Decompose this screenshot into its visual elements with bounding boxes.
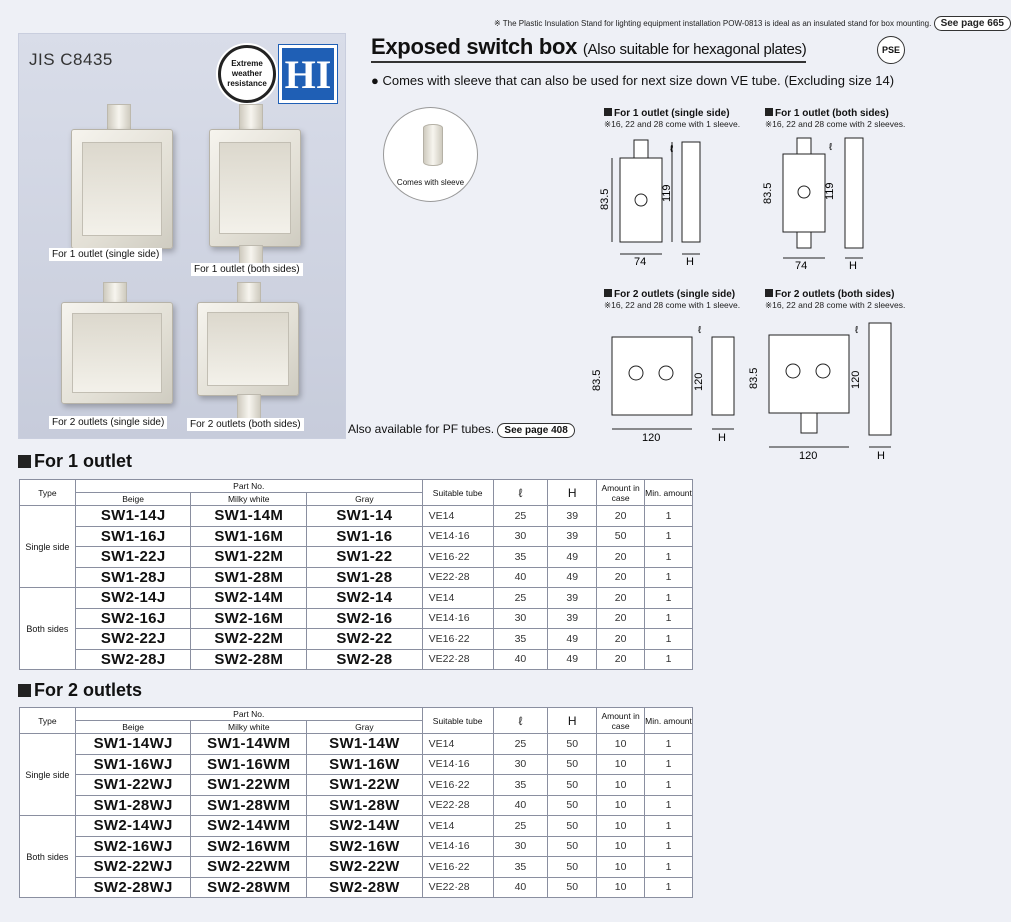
amount-in-case: 20 [597, 547, 645, 568]
amount-in-case: 10 [597, 734, 645, 755]
table-row [20, 836, 693, 857]
min-amount: 1 [645, 547, 693, 568]
th-min: Min. amount [645, 708, 693, 734]
title-sub: (Also suitable for hexagonal plates) [582, 41, 807, 58]
l-value: 35 [493, 775, 548, 796]
th-beige: Beige [75, 493, 191, 506]
table-row [20, 506, 693, 527]
section-square-icon [18, 455, 31, 468]
gray-part-no: SW1-22W [307, 775, 423, 796]
amount-in-case: 20 [597, 649, 645, 670]
gray-part-no: SW1-28W [307, 795, 423, 816]
diagram-1-h1: 83.5 [599, 188, 611, 210]
l-value: 35 [493, 547, 548, 568]
gray-part-no: SW1-22 [307, 547, 423, 568]
h-value: 50 [548, 857, 597, 878]
amount-in-case: 10 [597, 877, 645, 898]
h-value: 50 [548, 816, 597, 837]
gray-part-no: SW1-28 [307, 567, 423, 588]
diagram-2-outlets-both [748, 289, 906, 462]
min-amount: 1 [645, 588, 693, 609]
th-milky: Milky white [191, 721, 307, 734]
diagram-1-h2: 119 [661, 184, 673, 202]
th-l: ℓ [493, 480, 548, 506]
diagram-1-w: 74 [634, 256, 647, 268]
th-type: Type [20, 708, 76, 734]
table-row [20, 775, 693, 796]
milky-part-no: SW2-16WM [191, 836, 307, 857]
diagram-4-l: ℓ [855, 325, 859, 336]
gray-part-no: SW1-16 [307, 526, 423, 547]
diagram-1-outlet-single [599, 108, 741, 268]
milky-part-no: SW1-14M [191, 506, 307, 527]
section-2-outlets [18, 680, 142, 701]
th-milky: Milky white [191, 493, 307, 506]
min-amount: 1 [645, 608, 693, 629]
type-cell: Single side [20, 734, 76, 816]
th-tube: Suitable tube [422, 708, 493, 734]
amount-in-case: 20 [597, 608, 645, 629]
beige-part-no: SW1-16J [75, 526, 191, 547]
table-row [20, 567, 693, 588]
amount-in-case: 10 [597, 775, 645, 796]
milky-part-no: SW2-22WM [191, 857, 307, 878]
diagram-1-outlet-both [762, 108, 906, 272]
see-page-665-link[interactable]: See page 665 [934, 16, 1011, 31]
l-value: 25 [493, 734, 548, 755]
l-value: 25 [493, 506, 548, 527]
beige-part-no: SW1-28J [75, 567, 191, 588]
milky-part-no: SW1-16WM [191, 754, 307, 775]
suitable-tube: VE14 [422, 816, 493, 837]
h-value: 49 [548, 629, 597, 650]
milky-part-no: SW2-22M [191, 629, 307, 650]
diagram-2-h2: 119 [824, 182, 836, 200]
beige-part-no: SW2-22J [75, 629, 191, 650]
th-l: ℓ [493, 708, 548, 734]
th-tube: Suitable tube [422, 480, 493, 506]
table-row [20, 526, 693, 547]
l-value: 35 [493, 857, 548, 878]
diagram-3-H: H [718, 432, 726, 444]
th-part-no: Part No. [75, 480, 422, 493]
gray-part-no: SW1-14W [307, 734, 423, 755]
min-amount: 1 [645, 629, 693, 650]
min-amount: 1 [645, 506, 693, 527]
diagram-2-w: 74 [795, 260, 808, 272]
amount-in-case: 20 [597, 629, 645, 650]
suitable-tube: VE22·28 [422, 567, 493, 588]
diagram-2-H: H [849, 260, 857, 272]
milky-part-no: SW2-16M [191, 608, 307, 629]
l-value: 40 [493, 877, 548, 898]
milky-part-no: SW2-28M [191, 649, 307, 670]
amount-in-case: 10 [597, 857, 645, 878]
suitable-tube: VE14 [422, 506, 493, 527]
table-row [20, 588, 693, 609]
milky-part-no: SW1-14WM [191, 734, 307, 755]
box1-image [71, 129, 173, 249]
h-value: 39 [548, 588, 597, 609]
caption-1-outlet-single: For 1 outlet (single side) [49, 248, 162, 261]
beige-part-no: SW1-28WJ [75, 795, 191, 816]
milky-part-no: SW1-22M [191, 547, 307, 568]
gray-part-no: SW2-16W [307, 836, 423, 857]
h-value: 50 [548, 877, 597, 898]
diagram-3-l: ℓ [698, 325, 702, 336]
th-amount: Amount in case [597, 708, 645, 734]
gray-part-no: SW2-14W [307, 816, 423, 837]
gray-part-no: SW2-22 [307, 629, 423, 650]
h-value: 50 [548, 836, 597, 857]
diagram-1-title: For 1 outlet (single side) [604, 108, 740, 119]
milky-part-no: SW1-28M [191, 567, 307, 588]
suitable-tube: VE22·28 [422, 877, 493, 898]
h-value: 50 [548, 795, 597, 816]
box3-image [61, 302, 173, 404]
caption-2-outlets-both: For 2 outlets (both sides) [187, 418, 304, 431]
diagram-4-drawing [748, 313, 915, 463]
suitable-tube: VE14·16 [422, 754, 493, 775]
suitable-tube: VE14 [422, 734, 493, 755]
beige-part-no: SW1-14J [75, 506, 191, 527]
th-part-no: Part No. [75, 708, 422, 721]
type-cell: Single side [20, 506, 76, 588]
table-2-outlets [19, 707, 693, 898]
amount-in-case: 50 [597, 526, 645, 547]
amount-in-case: 10 [597, 816, 645, 837]
milky-part-no: SW2-14M [191, 588, 307, 609]
box4-image [197, 302, 299, 396]
badge-line-3: resistance [227, 79, 267, 88]
gray-part-no: SW2-22W [307, 857, 423, 878]
top-note [494, 16, 1011, 31]
table-row [20, 649, 693, 670]
amount-in-case: 20 [597, 567, 645, 588]
th-H: H [548, 480, 597, 506]
suitable-tube: VE16·22 [422, 775, 493, 796]
diagram-1-note: ※16, 22 and 28 come with 1 sleeve. [604, 119, 741, 129]
beige-part-no: SW1-14WJ [75, 734, 191, 755]
milky-part-no: SW2-14WM [191, 816, 307, 837]
diagram-4-w: 120 [799, 450, 818, 462]
amount-in-case: 10 [597, 795, 645, 816]
min-amount: 1 [645, 816, 693, 837]
h-value: 49 [548, 567, 597, 588]
th-gray: Gray [307, 721, 423, 734]
beige-part-no: SW2-14WJ [75, 816, 191, 837]
l-value: 30 [493, 836, 548, 857]
table-row [20, 608, 693, 629]
h-value: 49 [548, 649, 597, 670]
caption-1-outlet-both: For 1 outlet (both sides) [191, 263, 303, 276]
type-cell: Both sides [20, 816, 76, 898]
diagram-4-h1: 83.5 [748, 367, 760, 389]
box2-image [209, 129, 301, 247]
suitable-tube: VE14·16 [422, 836, 493, 857]
l-value: 35 [493, 629, 548, 650]
diagram-2-title: For 1 outlet (both sides) [765, 108, 905, 119]
amount-in-case: 10 [597, 754, 645, 775]
diagram-1-drawing [599, 132, 754, 272]
min-amount: 1 [645, 734, 693, 755]
h-value: 49 [548, 547, 597, 568]
th-beige: Beige [75, 721, 191, 734]
amount-in-case: 10 [597, 836, 645, 857]
diagram-3-w: 120 [642, 432, 661, 444]
beige-part-no: SW1-22WJ [75, 775, 191, 796]
suitable-tube: VE16·22 [422, 629, 493, 650]
feature-bullet-text: Comes with sleeve that can also be used for next size down VE tube. (Excluding size 14) [382, 73, 895, 88]
l-value: 40 [493, 649, 548, 670]
pse-mark: PSE [877, 36, 905, 64]
table-row [20, 547, 693, 568]
min-amount: 1 [645, 857, 693, 878]
min-amount: 1 [645, 795, 693, 816]
l-value: 40 [493, 795, 548, 816]
min-amount: 1 [645, 649, 693, 670]
gray-part-no: SW2-28 [307, 649, 423, 670]
diagram-3-title: For 2 outlets (single side) [604, 289, 740, 300]
title-main: Exposed switch box [371, 34, 578, 59]
l-value: 25 [493, 588, 548, 609]
table-row [20, 795, 693, 816]
h-value: 50 [548, 734, 597, 755]
h-value: 50 [548, 754, 597, 775]
diagram-4-h2: 120 [850, 370, 862, 389]
bullet-dot-icon: ● [371, 73, 379, 88]
milky-part-no: SW1-16M [191, 526, 307, 547]
diagram-3-drawing [591, 313, 754, 453]
min-amount: 1 [645, 877, 693, 898]
diagram-2-outlets-single [591, 289, 741, 444]
min-amount: 1 [645, 775, 693, 796]
product-photo-panel [18, 33, 346, 439]
gray-part-no: SW2-14 [307, 588, 423, 609]
box4-pipe-bottom [237, 394, 261, 420]
suitable-tube: VE14·16 [422, 608, 493, 629]
gray-part-no: SW1-14 [307, 506, 423, 527]
table-row [20, 734, 693, 755]
beige-part-no: SW2-16J [75, 608, 191, 629]
th-gray: Gray [307, 493, 423, 506]
l-value: 30 [493, 754, 548, 775]
suitable-tube: VE22·28 [422, 795, 493, 816]
table-row [20, 629, 693, 650]
beige-part-no: SW1-16WJ [75, 754, 191, 775]
suitable-tube: VE14 [422, 588, 493, 609]
sleeve-image [383, 107, 478, 202]
th-min: Min. amount [645, 480, 693, 506]
h-value: 39 [548, 526, 597, 547]
h-value: 50 [548, 775, 597, 796]
suitable-tube: VE22·28 [422, 649, 493, 670]
suitable-tube: VE16·22 [422, 547, 493, 568]
table-row [20, 857, 693, 878]
milky-part-no: SW1-28WM [191, 795, 307, 816]
badge-line-1: Extreme [231, 59, 263, 68]
amount-in-case: 20 [597, 506, 645, 527]
diagram-3-note: ※16, 22 and 28 come with 1 sleeve. [604, 300, 741, 310]
beige-part-no: SW2-16WJ [75, 836, 191, 857]
sleeve-caption: Comes with sleeve [396, 178, 465, 187]
l-value: 30 [493, 526, 548, 547]
section-1-outlet [18, 451, 132, 472]
beige-part-no: SW2-28J [75, 649, 191, 670]
section-square-icon [18, 684, 31, 697]
min-amount: 1 [645, 754, 693, 775]
th-type: Type [20, 480, 76, 506]
feature-bullet [371, 73, 894, 88]
diagram-4-H: H [877, 450, 885, 462]
table-row [20, 754, 693, 775]
l-value: 25 [493, 816, 548, 837]
gray-part-no: SW2-16 [307, 608, 423, 629]
l-value: 40 [493, 567, 548, 588]
table-row [20, 816, 693, 837]
suitable-tube: VE16·22 [422, 857, 493, 878]
gray-part-no: SW2-28W [307, 877, 423, 898]
diagram-3-h1: 83.5 [591, 369, 603, 391]
diagram-2-l: ℓ [829, 142, 833, 153]
table-row [20, 877, 693, 898]
diagram-3-h2: 120 [693, 372, 705, 391]
h-value: 39 [548, 506, 597, 527]
amount-in-case: 20 [597, 588, 645, 609]
diagram-2-note: ※16, 22 and 28 come with 2 sleeves. [765, 119, 906, 129]
pf-note-text: Also available for PF tubes. [348, 422, 495, 436]
pf-tubes-note [348, 422, 575, 438]
diagram-1-H: H [686, 256, 694, 268]
milky-part-no: SW2-28WM [191, 877, 307, 898]
top-note-text: ※ The Plastic Insulation Stand for lighting equipment installation POW-0813 is ideal as an insulated stand for box mounting. [494, 19, 932, 28]
badge-line-2: weather [231, 69, 263, 78]
min-amount: 1 [645, 526, 693, 547]
section-1-title: For 1 outlet [34, 451, 132, 471]
sleeve-icon [423, 124, 443, 166]
caption-2-outlets-single: For 2 outlets (single side) [49, 416, 167, 429]
milky-part-no: SW1-22WM [191, 775, 307, 796]
hi-badge: HI [279, 45, 337, 103]
beige-part-no: SW2-28WJ [75, 877, 191, 898]
gray-part-no: SW1-16W [307, 754, 423, 775]
table-1-outlet [19, 479, 693, 670]
beige-part-no: SW1-22J [75, 547, 191, 568]
diagram-2-h1: 83.5 [762, 182, 774, 204]
weather-resistance-badge [218, 45, 276, 103]
th-amount: Amount in case [597, 480, 645, 506]
th-H: H [548, 708, 597, 734]
min-amount: 1 [645, 567, 693, 588]
min-amount: 1 [645, 836, 693, 857]
beige-part-no: SW2-22WJ [75, 857, 191, 878]
suitable-tube: VE14·16 [422, 526, 493, 547]
type-cell: Both sides [20, 588, 76, 670]
diagram-2-drawing [762, 132, 915, 272]
l-value: 30 [493, 608, 548, 629]
diagram-1-l: ℓ [670, 144, 674, 155]
diagram-4-note: ※16, 22 and 28 come with 2 sleeves. [765, 300, 906, 310]
diagram-4-title: For 2 outlets (both sides) [765, 289, 905, 300]
beige-part-no: SW2-14J [75, 588, 191, 609]
see-page-408-link[interactable]: See page 408 [497, 423, 574, 438]
section-2-title: For 2 outlets [34, 680, 143, 700]
h-value: 39 [548, 608, 597, 629]
jis-standard: JIS C8435 [29, 50, 113, 69]
page-title [371, 34, 806, 63]
